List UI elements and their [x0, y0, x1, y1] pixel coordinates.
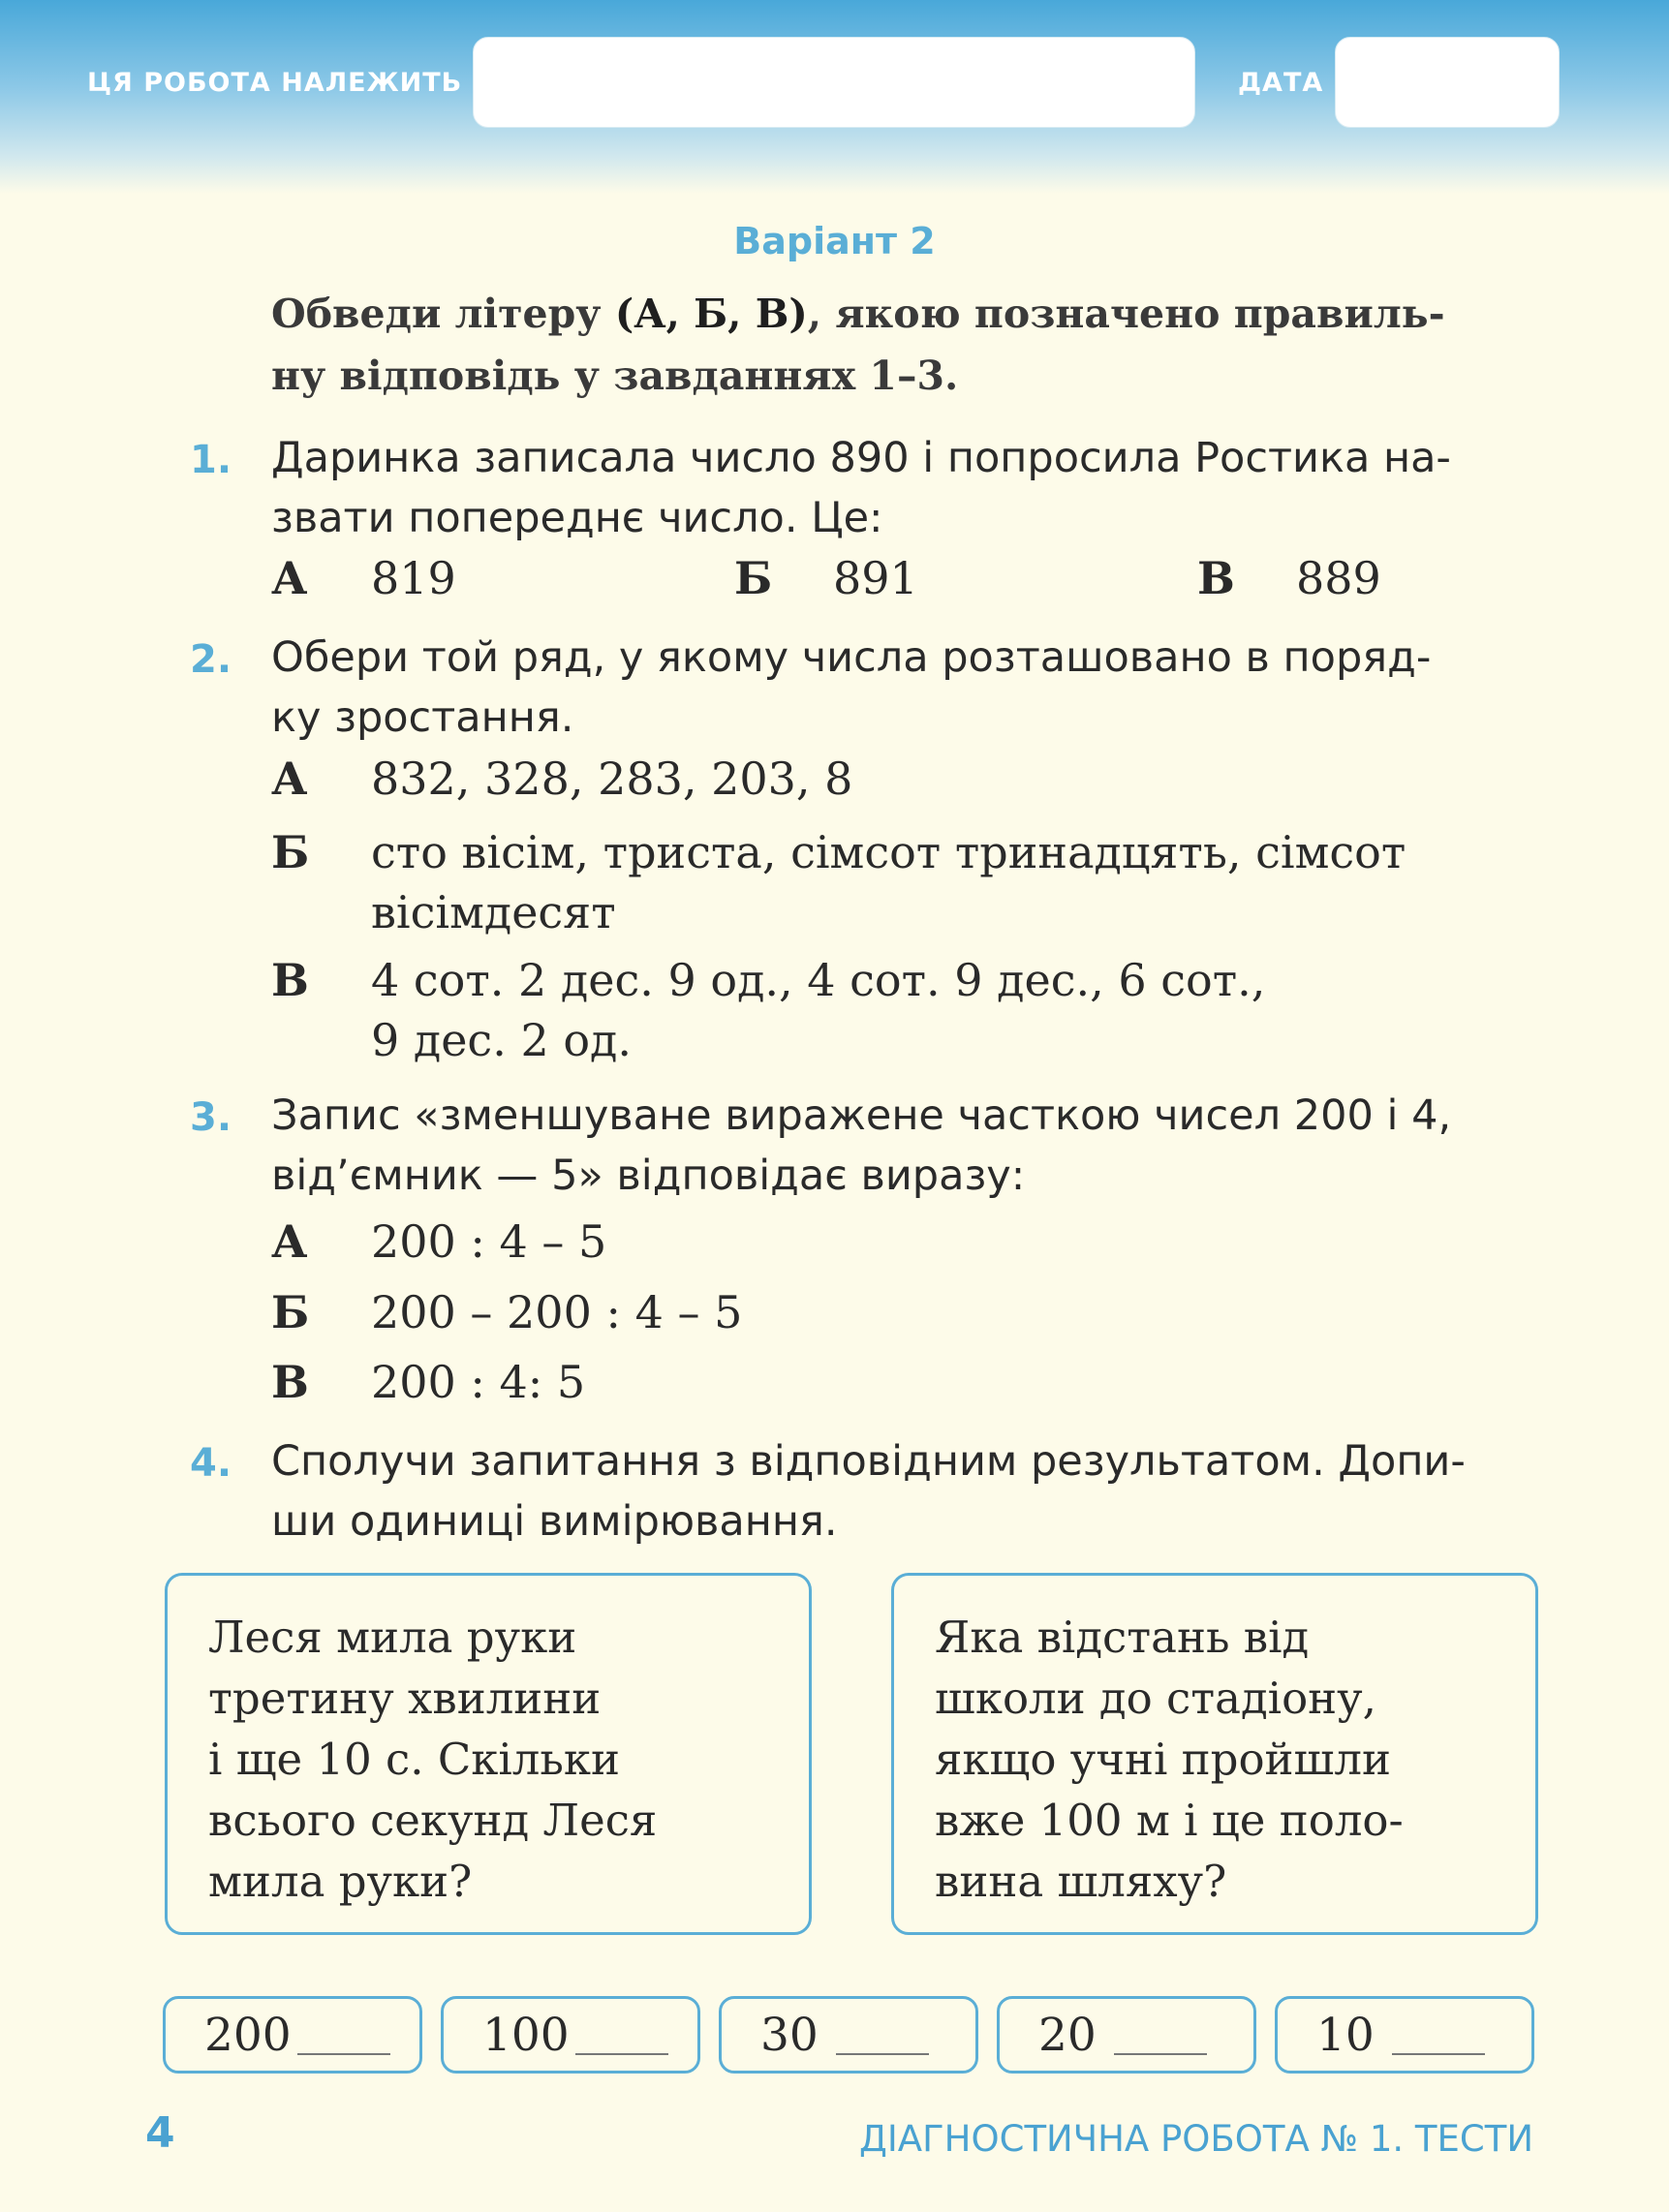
option-line: 9 дес. 2 од.	[371, 1014, 632, 1066]
question-1-option-b-letter[interactable]: Б	[734, 552, 773, 604]
instructions-letters: (А, Б, В)	[614, 291, 808, 337]
instructions-part-1: Обведи літеру	[271, 291, 615, 337]
problem-line: мила руки?	[208, 1856, 473, 1907]
question-2-line: Обери той ряд, у якому числа розташовано в поряд-	[271, 633, 1432, 682]
question-1-option-c-text: 889	[1296, 552, 1381, 604]
problem-line: Леся мила руки	[208, 1612, 577, 1663]
answer-box-20[interactable]	[997, 1996, 1256, 2074]
owner-label: ЦЯ РОБОТА НАЛЕЖИТЬ	[87, 68, 463, 98]
date-field[interactable]	[1335, 37, 1560, 128]
variant-title: Варіант 2	[733, 220, 936, 262]
question-3-text	[271, 1086, 1540, 1206]
question-1-option-c-letter[interactable]: В	[1197, 552, 1235, 604]
question-3-number: 3.	[190, 1095, 232, 1140]
option-line: 832, 328, 283, 203, 8	[371, 753, 853, 805]
unit-blank-line[interactable]	[575, 2053, 668, 2055]
answer-box-100[interactable]	[441, 1996, 700, 2074]
unit-blank-line[interactable]	[1114, 2053, 1207, 2055]
instructions-part-2: , якою позначено правиль-	[807, 291, 1445, 337]
question-1-line: Даринка записала число 890 і попросила Ростика на-	[271, 434, 1451, 482]
instructions-line-1	[271, 283, 1540, 345]
unit-blank-line[interactable]	[836, 2053, 929, 2055]
instructions-line-2: ну відповідь у завданнях 1–3.	[271, 353, 959, 399]
answer-box-30[interactable]	[719, 1996, 978, 2074]
problem-line: Яка відстань від	[935, 1612, 1310, 1663]
question-2-text	[271, 628, 1540, 748]
question-1-number: 1.	[190, 438, 232, 482]
answer-value: 200	[204, 2009, 292, 2062]
instructions	[271, 283, 1540, 407]
answer-box-200[interactable]	[163, 1996, 422, 2074]
question-3-option-b-letter[interactable]: Б	[271, 1286, 310, 1338]
unit-blank-line[interactable]	[297, 2053, 390, 2055]
question-3-option-c-text: 200 : 4: 5	[371, 1356, 586, 1408]
problem-line: і ще 10 с. Скільки	[208, 1734, 620, 1785]
question-2-number: 2.	[190, 637, 232, 682]
question-1-option-b-text: 891	[833, 552, 918, 604]
question-2-line: ку зростання.	[271, 693, 574, 742]
answer-value: 30	[760, 2009, 819, 2062]
question-3-option-b-text: 200 – 200 : 4 – 5	[371, 1286, 743, 1338]
question-2-option-c-letter[interactable]: В	[271, 954, 309, 1006]
question-2-option-b-letter[interactable]: Б	[271, 826, 310, 878]
problem-line: вже 100 м і це поло-	[935, 1795, 1404, 1846]
date-label: ДАТА	[1238, 68, 1324, 98]
question-2-option-b-text	[371, 822, 1543, 942]
question-3-line: Запис «зменшуване виражене часткою чисел 200 і 4,	[271, 1091, 1452, 1140]
question-3-option-c-letter[interactable]: В	[271, 1356, 309, 1408]
answer-value: 20	[1038, 2009, 1097, 2062]
problem-box-2[interactable]	[891, 1573, 1538, 1935]
question-1-option-a-letter[interactable]: А	[271, 552, 308, 604]
option-line: сто вісім, триста, сімсот тринадцять, сімсот	[371, 826, 1406, 878]
answer-value: 10	[1316, 2009, 1375, 2062]
question-4-text	[271, 1431, 1540, 1551]
question-1-line: звати попереднє число. Це:	[271, 494, 883, 542]
problem-line: всього секунд Леся	[208, 1795, 658, 1846]
footer-title: ДІАГНОСТИЧНА РОБОТА № 1. ТЕСТИ	[858, 2118, 1533, 2160]
question-2-option-a-text	[371, 749, 1543, 809]
problem-box-1-text	[208, 1607, 789, 1912]
question-2-option-c-text	[371, 950, 1543, 1070]
question-3-option-a-letter[interactable]: А	[271, 1215, 308, 1268]
option-line: вісімдесят	[371, 886, 616, 938]
question-4-line: ши одиниці вимірювання.	[271, 1497, 838, 1546]
problem-box-1[interactable]	[165, 1573, 812, 1935]
problem-line: якщо учні пройшли	[935, 1734, 1391, 1785]
problem-line: третину хвилини	[208, 1673, 602, 1724]
option-line: 4 сот. 2 дес. 9 од., 4 сот. 9 дес., 6 сот.,	[371, 954, 1266, 1006]
question-4-line: Сполучи запитання з відповідним результатом. Допи-	[271, 1437, 1466, 1486]
answer-value: 100	[482, 2009, 570, 2062]
question-4-number: 4.	[190, 1441, 232, 1486]
unit-blank-line[interactable]	[1392, 2053, 1485, 2055]
question-1-option-a-text: 819	[371, 552, 456, 604]
problem-line: вина шляху?	[935, 1856, 1227, 1907]
question-1-text	[271, 428, 1540, 548]
problem-box-2-text	[935, 1607, 1516, 1912]
page-number: 4	[145, 2108, 175, 2158]
question-2-option-a-letter[interactable]: А	[271, 753, 308, 805]
question-3-option-a-text: 200 : 4 – 5	[371, 1215, 607, 1268]
owner-name-field[interactable]	[473, 37, 1195, 128]
answer-box-10[interactable]	[1275, 1996, 1534, 2074]
problem-line: школи до стадіону,	[935, 1673, 1376, 1724]
question-3-line: від’ємник — 5» відповідає виразу:	[271, 1152, 1026, 1200]
